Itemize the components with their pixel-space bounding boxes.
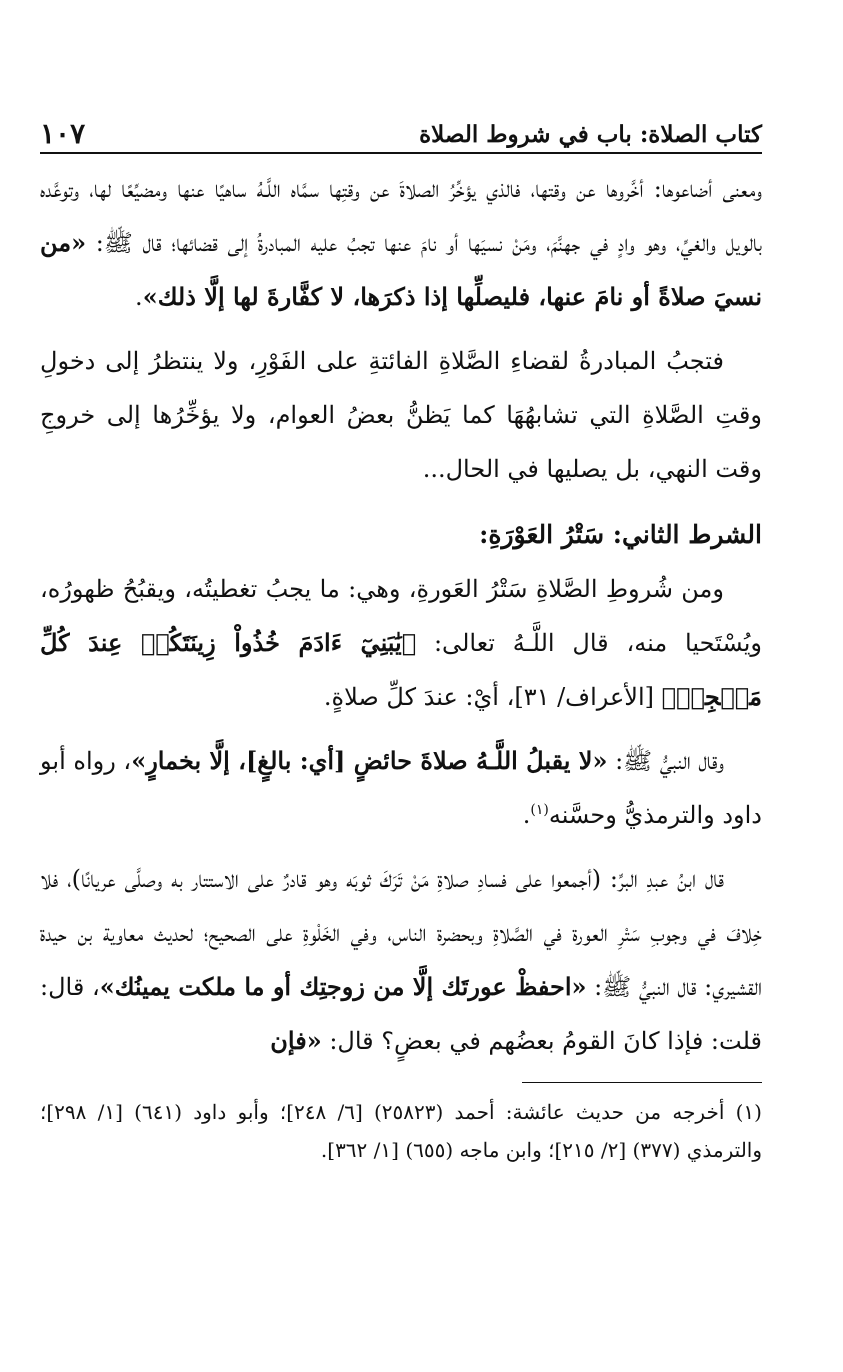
section-heading: الشرط الثاني: سَتْرُ العَوْرَةِ:	[479, 520, 762, 549]
footnotes	[40, 1093, 762, 1169]
quran-verse: ﴿يَٰبَنِيٓ ءَادَمَ خُذُواْ زِينَتَكُمۡ عِندَ كُلِّ مَسۡجِدٖ﴾	[40, 628, 762, 711]
paragraph-3-text: ومن شُروطِ الصَّلاةِ سَتْرُ العَورةِ، وهي: ما يجبُ تغطيتُه، ويقبُحُ ظهورُه، ويُسْتَحيا منه، قال اللَّـهُ تعالى:	[40, 575, 762, 657]
hadith-quote: «لا يقبلُ اللَّـهُ صلاةَ حائضٍ [أي: بالغٍ]، إلَّا بخمارٍ»	[131, 746, 608, 775]
paragraph-4-end: .	[522, 801, 531, 829]
paragraph-5-continuation: ، قال: قلت: فإذا كانَ القومُ بعضُهم في بعضٍ؟ قال:	[40, 973, 762, 1055]
paragraph-2	[40, 334, 762, 496]
page-number: ١٠٧	[40, 117, 86, 150]
book-page	[40, 106, 762, 1169]
footnote-divider	[522, 1082, 762, 1083]
paragraph-2-text: فتجبُ المبادرةُ لقضاءِ الصَّلاةِ الفائتةِ على الفَوْرِ، ولا ينتظرُ إلى دخولِ وقتِ الصَّلاةِ التي تشابهُهَا كما يَظنُّ بعضُ العوام، ولا يؤخِّرُها إلى خروجِ وقت النهي، بل يصليها في الحال...	[40, 347, 762, 483]
paragraph-1-end: .	[135, 283, 143, 311]
paragraph-4	[40, 734, 762, 842]
paragraph-4-text: وقال النبيُّ ﷺ:	[607, 747, 724, 775]
running-head	[40, 106, 762, 154]
running-title: كتاب الصلاة: باب في شروط الصلاة	[419, 121, 762, 148]
verse-reference: [الأعراف/ ٣١]، أيْ: عندَ كلِّ صلاةٍ.	[323, 683, 662, 711]
hadith-quote: «احفظْ عورتَك إلَّا من زوجتِك أو ما ملكت يمينُك»	[99, 972, 587, 1001]
paragraph-3	[40, 562, 762, 724]
paragraph-5-text: قال ابنُ عبدِ البرِّ: (أجمعوا على فسادِ صلاةِ مَنْ تَرَكَ ثوبَه وهو قادرٌ على الاستتار به وصلَّى عريانًا)، فلا خِلافَ في وجوبِ سَتْرِ العورة في الصَّلاةِ وبحضرة الناس، وفي الخَلْوةِ على الصحيح؛ لحديث معاوية بن حيدة القشيري: قال النبيُّ ﷺ:	[40, 865, 763, 1001]
footnote-1: (١) أخرجه من حديث عائشة: أحمد (٢٥٨٢٣) [٦/ ٢٤٨]؛ وأبو داود (٦٤١) [١/ ٢٩٨]؛ والترمذي (٣٧٧) [٢/ ٢١٥]؛ وابن ماجه (٦٥٥) [١/ ٣٦٢].	[40, 1100, 762, 1162]
paragraph-1	[40, 162, 762, 324]
narration-text: ، رواه أبو داود والترمذيُّ وحسَّنه	[40, 747, 762, 829]
hadith-quote-start: «فإن	[270, 1026, 322, 1055]
hadith-quote: «من نسيَ صلاةً أو نامَ عنها، فليصلِّها إذا ذكرَها، لا كفَّارةَ لها إلَّا ذلك»	[40, 228, 762, 311]
main-text	[40, 162, 762, 1068]
paragraph-1-text: ومعنى أضاعوها: أخَّروها عن وقتها، فالذي يؤخِّرُ الصلاةَ عن وقتِها سمَّاه اللَّـهُ ساهيًا عنها ومضيِّعًا لها، وتوعَّده بالويل والغيِّ، وهو وادٍ في جهنَّمَ، ومَنْ نسيَها أو نامَ عنها تجبُ عليه المبادرةُ إلى قضائها؛ قال ﷺ:	[40, 175, 762, 257]
footnote-marker: (١)	[530, 802, 549, 818]
paragraph-5	[40, 852, 762, 1068]
